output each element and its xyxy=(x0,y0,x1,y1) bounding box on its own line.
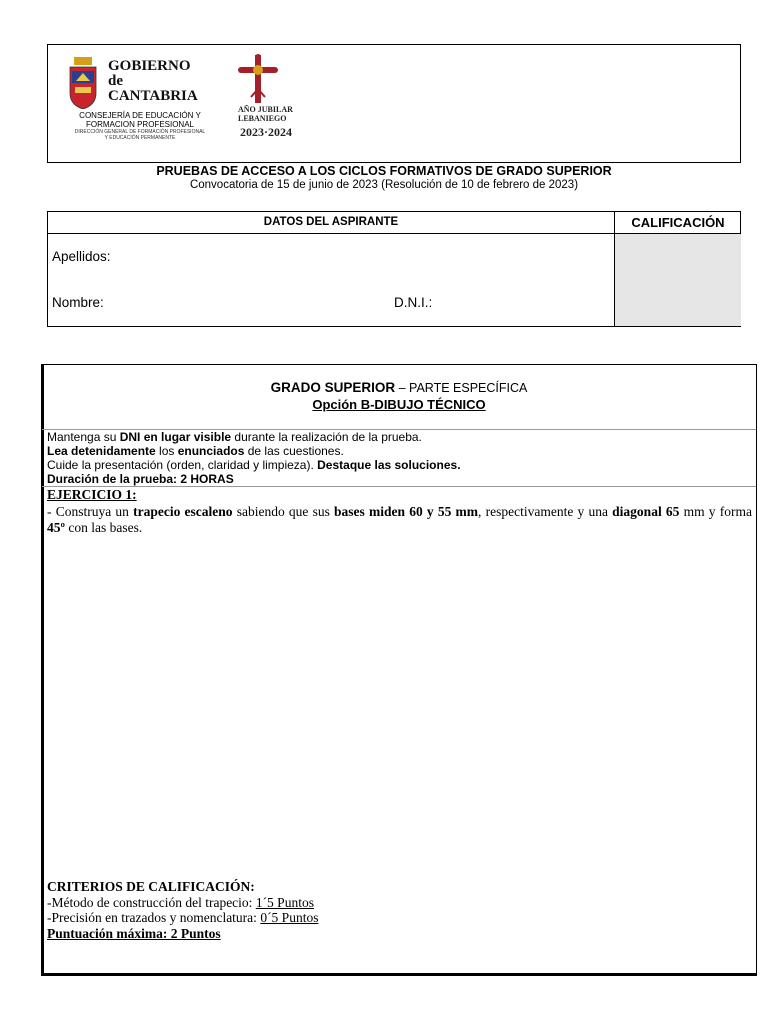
lebaniego-cross-icon xyxy=(237,53,279,105)
calificacion-box xyxy=(615,234,741,326)
grado-superior-heading: GRADO SUPERIOR – PARTE ESPECÍFICA xyxy=(270,380,528,395)
cantabria-shield-icon xyxy=(68,57,98,109)
page-subtitle: Convocatoria de 15 de junio de 2023 (Resolución de 10 de febrero de 2023) xyxy=(189,179,579,191)
criterios-calificacion: CRITERIOS DE CALIFICACIÓN: -Método de construcción del trapecio: 1´5 Puntos -Precisión en trazados y nomenclatura: 0´5 Puntos Puntuación máxima: 2 Puntos xyxy=(47,879,319,941)
dni-label: D.N.I.: xyxy=(394,295,433,310)
consejeria-text: CONSEJERÍA DE EDUCACIÓN Y FORMACION PROFESIONAL xyxy=(79,111,201,129)
datos-aspirante-table xyxy=(47,211,741,327)
header-logos-box xyxy=(47,44,741,163)
nombre-label: Nombre: xyxy=(52,295,104,310)
ejercicio-heading: EJERCICIO 1: xyxy=(47,487,137,502)
ejercicio-statement: - Construya un trapecio escaleno sabiendo que sus bases miden 60 y 55 mm, respectivamente y una diagonal 65 mm y forma 45º con las bases. xyxy=(47,504,752,535)
ano-jubilar-text: AÑO JUBILAR LEBANIEGO xyxy=(238,105,293,123)
exam-box xyxy=(41,364,757,976)
page-title: PRUEBAS DE ACCESO A LOS CICLOS FORMATIVOS DE GRADO SUPERIOR xyxy=(156,164,612,178)
direccion-general-text: DIRECCIÓN GENERAL DE FORMACIÓN PROFESIONAL Y EDUCACIÓN PERMANENTE xyxy=(74,129,206,141)
datos-aspirante-body xyxy=(48,234,615,326)
instructions: Mantenga su DNI en lugar visible durante la realización de la prueba. Lea detenidamente los enunciados de las cuestiones. Cuide la presentación (orden, claridad y limpieza). Destaque las soluciones. Duración de la prueba: 2 HORAS xyxy=(47,430,461,486)
apellidos-label: Apellidos: xyxy=(52,249,111,264)
datos-aspirante-header: DATOS DEL ASPIRANTE xyxy=(48,212,615,234)
calificacion-header: CALIFICACIÓN xyxy=(615,212,741,234)
divider xyxy=(42,486,756,487)
opcion-heading: Opción B-DIBUJO TÉCNICO xyxy=(312,397,486,412)
jubilar-years-text: 2023·2024 xyxy=(240,125,293,139)
gobierno-cantabria-text: GOBIERNO de CANTABRIA xyxy=(108,58,198,104)
